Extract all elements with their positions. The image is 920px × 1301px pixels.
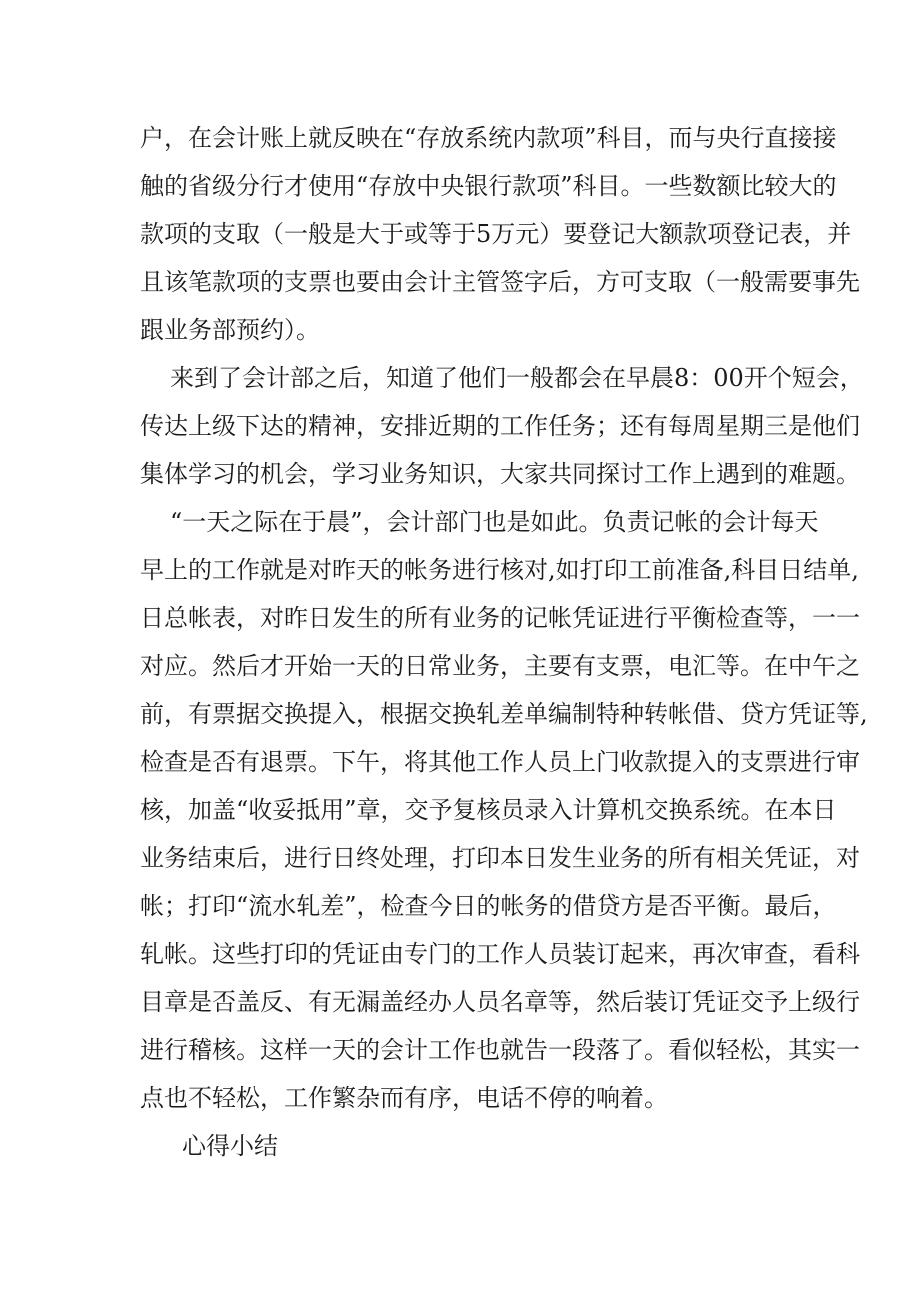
text-line-6: 来到了会计部之后，知道了他们一般都会在早晨8：00开个短会， — [170, 364, 864, 392]
text-line-5: 跟业务部预约）。 — [140, 316, 320, 344]
text-line-7: 传达上级下达的精神，安排近期的工作任务；还有每周星期三是他们 — [140, 412, 860, 440]
text-line-4: 且该笔款项的支票也要由会计主管签字后，方可支取（一般需要事先 — [140, 268, 860, 296]
text-line-11: 日总帐表，对昨日发生的所有业务的记帐凭证进行平衡检查等，一一 — [140, 604, 860, 632]
text-line-21: 点也不轻松，工作繁杂而有序，电话不停的响着。 — [140, 1084, 668, 1112]
text-line-8: 集体学习的机会，学习业务知识，大家共同探讨工作上遇到的难题。 — [140, 460, 860, 488]
text-line-17: 帐；打印“流水轧差”，检查今日的帐务的借贷方是否平衡。最后， — [140, 892, 837, 920]
section-heading: 心得小结 — [182, 1132, 278, 1160]
text-line-2: 触的省级分行才使用“存放中央银行款项”科目。一些数额比较大的 — [140, 172, 837, 200]
text-line-20: 进行稽核。这样一天的会计工作也就告一段落了。看似轻松，其实一 — [140, 1036, 860, 1064]
text-line-10: 早上的工作就是对昨天的帐务进行核对,如打印工前准备,科目日结单, — [140, 556, 859, 584]
text-line-1: 户，在会计账上就反映在“存放系统内款项”科目，而与央行直接接 — [140, 124, 837, 152]
text-line-19: 目章是否盖反、有无漏盖经办人员名章等，然后装订凭证交予上级行 — [140, 988, 860, 1016]
text-line-12: 对应。然后才开始一天的日常业务，主要有支票，电汇等。在中午之 — [140, 652, 860, 680]
text-line-9: “一天之际在于晨”，会计部门也是如此。负责记帐的会计每天 — [170, 508, 819, 536]
text-line-18: 轧帐。这些打印的凭证由专门的工作人员装订起来，再次审查，看科 — [140, 940, 860, 968]
text-line-3: 款项的支取（一般是大于或等于5万元）要登记大额款项登记表，并 — [140, 220, 852, 248]
text-line-13: 前，有票据交换提入，根据交换轧差单编制特种转帐借、贷方凭证等, — [140, 700, 868, 728]
text-line-15: 核，加盖“收妥抵用”章，交予复核员录入计算机交换系统。在本日 — [140, 796, 837, 824]
text-line-16: 业务结束后，进行日终处理，打印本日发生业务的所有相关凭证，对 — [140, 844, 860, 872]
text-line-14: 检查是否有退票。下午，将其他工作人员上门收款提入的支票进行审 — [140, 748, 860, 776]
